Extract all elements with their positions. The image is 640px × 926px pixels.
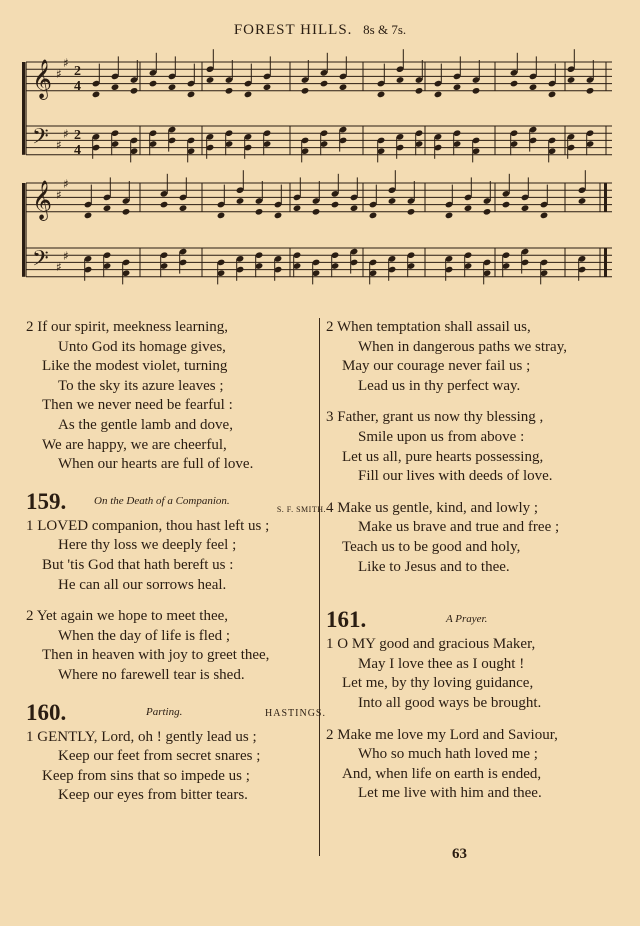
note-head: [548, 91, 557, 99]
stanza-line: Unto God its homage gives,: [58, 338, 226, 355]
hymn-160-header: [26, 698, 326, 728]
note-head: [369, 212, 378, 220]
stanza-line: 1 O MY good and gracious Maker,: [326, 636, 536, 653]
music-score: [0, 40, 640, 310]
stanza-line: When in dangerous paths we stray,: [358, 338, 567, 355]
stanza: [326, 635, 626, 713]
stanza-line: Where no farewell tear is shed.: [58, 666, 245, 683]
note-head: [122, 208, 131, 216]
bass-clef-icon: 𝄢: [32, 246, 49, 277]
sharp-icon: ♯: [63, 177, 69, 191]
sharp-icon: ♯: [63, 56, 69, 70]
stanza: [326, 499, 626, 577]
note-head: [263, 83, 272, 91]
time-signature-bottom: 4: [74, 79, 81, 94]
note-head: [111, 83, 120, 91]
note-head: [350, 204, 359, 212]
stanza: [26, 517, 326, 595]
tune-meter: 8s & 7s.: [363, 22, 407, 37]
system-brace: [22, 62, 25, 155]
stanza-line: Smile upon us from above :: [358, 428, 525, 445]
hymn-161-body: [326, 635, 626, 804]
note-head: [464, 204, 473, 212]
hymn-159-header: [26, 487, 326, 517]
stanza-line: Into all good ways be brought.: [358, 694, 542, 711]
hymn-author: S. F. SMITH.: [276, 504, 326, 514]
tune-title: [0, 22, 640, 39]
stanza-line: Like the modest violet, turning: [42, 358, 228, 375]
note-head: [578, 197, 587, 205]
right-stanzas: [326, 318, 626, 577]
note-head: [445, 212, 454, 220]
bass-clef-icon: 𝄢: [32, 124, 49, 155]
stanza-line: 1 GENTLY, Lord, oh ! gently lead us ;: [26, 728, 257, 745]
stanza: [26, 728, 326, 806]
sharp-icon: ♯: [63, 249, 69, 264]
note-head: [339, 83, 348, 91]
tune-name: FOREST HILLS.: [233, 22, 353, 38]
note-head: [407, 208, 416, 216]
stanza-line: Let us all, pure hearts possessing,: [342, 448, 544, 465]
note-head: [236, 197, 245, 205]
hymn-159-body: [26, 517, 326, 686]
note-head: [320, 80, 329, 88]
note-head: [301, 87, 310, 95]
right-column: [326, 318, 626, 816]
stanza-line: Keep our feet from secret snares ;: [58, 748, 261, 765]
hymn-number: 159.: [26, 488, 67, 514]
stanza-line: May I love thee as I ought !: [358, 655, 525, 672]
note-head: [312, 208, 321, 216]
note-head: [187, 91, 196, 99]
note-head: [168, 83, 177, 91]
stanza-line: May our courage never fail us ;: [342, 358, 531, 375]
stanza-line: When our hearts are full of love.: [58, 456, 254, 473]
stanza: [326, 318, 626, 396]
stanza: [26, 607, 326, 685]
note-head: [255, 208, 264, 216]
note-head: [377, 91, 386, 99]
sharp-icon: ♯: [56, 260, 62, 274]
note-head: [149, 80, 158, 88]
stanza-line: To the sky its azure leaves ;: [58, 377, 224, 394]
note-head: [415, 87, 424, 95]
stanza-line: As the gentle lamb and dove,: [58, 416, 233, 433]
note-head: [453, 83, 462, 91]
stanza-line: 4 Make us gentle, kind, and lowly ;: [326, 499, 539, 516]
hymn-title: On the Death of a Companion.: [94, 494, 230, 507]
treble-clef-icon: 𝄞: [32, 179, 53, 220]
sharp-icon: ♯: [63, 127, 69, 142]
stanza-line: But 'tis God that hath bereft us :: [42, 556, 234, 573]
stanza-line: Then in heaven with joy to greet thee,: [42, 647, 270, 664]
hymn-161-header: [326, 605, 626, 635]
note-head: [540, 212, 549, 220]
note-head: [217, 212, 226, 220]
note-head: [567, 76, 576, 84]
note-head: [502, 201, 511, 209]
note-head: [206, 76, 215, 84]
note-head: [483, 208, 492, 216]
stanza-line: 3 Father, grant us now thy blessing ,: [326, 409, 544, 426]
left-column: [26, 318, 326, 818]
note-head: [521, 204, 530, 212]
note-head: [225, 87, 234, 95]
stanza-line: Let me, by thy loving guidance,: [342, 675, 534, 692]
note-head: [293, 204, 302, 212]
stanza-line: 2 Make me love my Lord and Saviour,: [326, 726, 558, 743]
page-number: 63: [452, 846, 467, 862]
stanza-line: 2 If our spirit, meekness learning,: [26, 319, 229, 335]
final-barline-thick: [604, 248, 607, 277]
stanza-line: Like to Jesus and to thee.: [358, 558, 510, 575]
stanza-line: And, when life on earth is ended,: [342, 765, 542, 782]
note-head: [510, 80, 519, 88]
note-head: [434, 91, 443, 99]
sharp-icon: ♯: [56, 138, 62, 152]
system-brace: [22, 183, 25, 277]
note-head: [472, 87, 481, 95]
note-head: [92, 91, 101, 99]
note-head: [331, 201, 340, 209]
stanza-line: Keep from sins that so impede us ;: [42, 767, 250, 784]
note-head: [396, 76, 405, 84]
hymn-number: 161.: [326, 607, 367, 633]
note-head: [103, 204, 112, 212]
stanza-line: Make us brave and true and free ;: [358, 519, 560, 536]
stanza-line: Let me live with him and thee.: [358, 785, 542, 802]
sharp-icon: ♯: [56, 66, 62, 81]
note-head: [586, 87, 595, 95]
note-head: [130, 87, 139, 95]
stanza-line: Keep our eyes from bitter tears.: [58, 787, 248, 804]
stanza-line: 1 LOVED companion, thou hast left us ;: [26, 517, 270, 534]
stanza-line: Fill our lives with deeds of love.: [358, 468, 553, 485]
time-signature-top: 2: [74, 64, 81, 79]
stanza-line: When the day of life is fled ;: [58, 627, 231, 644]
note-head: [179, 204, 188, 212]
stanza-line: Then we never need be fearful :: [42, 397, 233, 414]
stanza-line: Who so much hath loved me ;: [358, 746, 538, 763]
stanza-line: Here thy loss we deeply feel ;: [58, 537, 237, 554]
note-head: [84, 212, 93, 220]
sharp-icon: ♯: [56, 187, 62, 202]
note-head: [160, 201, 169, 209]
hymn-number: 160.: [26, 699, 67, 725]
hymn-author: HASTINGS.: [265, 707, 326, 719]
stanza-line: 2 When temptation shall assail us,: [326, 319, 531, 335]
stanza: [26, 318, 326, 475]
hymn-title: Parting.: [146, 705, 183, 718]
note-head: [529, 83, 538, 91]
stanza: [326, 408, 626, 486]
note-head: [244, 91, 253, 99]
final-barline-thick: [604, 183, 607, 212]
stanza-line: 2 Yet again we hope to meet thee,: [26, 608, 229, 625]
hymn-title: A Prayer.: [446, 613, 488, 626]
stanza-line: He can all our sorrows heal.: [58, 576, 227, 593]
stanza-line: We are happy, we are cheerful,: [42, 436, 227, 453]
time-signature-bottom: 4: [74, 143, 81, 158]
stanza-line: Lead us in thy perfect way.: [358, 377, 521, 394]
note-head: [274, 212, 283, 220]
stanza-line: Teach us to be good and holy,: [342, 538, 521, 555]
note-head: [388, 197, 397, 205]
stanza: [326, 726, 626, 804]
hymn-160-body: [26, 728, 326, 806]
treble-clef-icon: 𝄞: [32, 58, 53, 99]
time-signature-top: 2: [74, 128, 81, 143]
